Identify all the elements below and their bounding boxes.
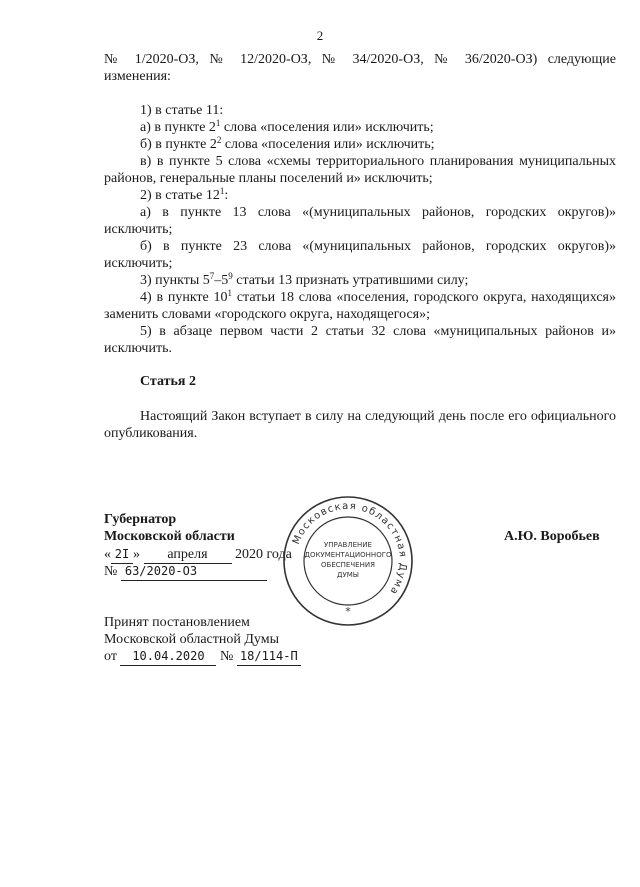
date-open-quote: « (104, 547, 111, 562)
item-2-sup: 1 (219, 186, 225, 196)
stamp-line-1: УПРАВЛЕНИЕ (324, 541, 372, 549)
item-2a: а) в пункте 13 слова «(муниципальных районов, городских округов)» исключить; (104, 205, 616, 237)
law-date (104, 546, 292, 564)
stamp-star: * (345, 605, 351, 618)
item-4 (104, 289, 616, 323)
item-2-pre: 2) в статье 12 (140, 188, 220, 203)
law-number (104, 563, 267, 581)
item-1b-post: слова «поселения или» исключить; (221, 137, 435, 152)
item-4-pre: 4) в пункте 10 (140, 290, 228, 305)
date-year: 2020 года (235, 547, 292, 562)
stamp-line-2: ДОКУМЕНТАЦИОННОГО (304, 551, 392, 559)
article-2-heading: Статья 2 (140, 374, 196, 389)
item-3 (140, 272, 468, 289)
stamp-line-3: ОБЕСПЕЧЕНИЯ (321, 561, 375, 569)
item-1a-post: слова «поселения или» исключить; (220, 120, 434, 135)
intro-line-1: № 1/2020-ОЗ, № 12/2020-ОЗ, № 34/2020-ОЗ, № 36/2020-ОЗ) следующие (104, 52, 616, 67)
stamp-ring-text: Московская областная Дума (290, 500, 409, 598)
item-1b-sup: 2 (216, 135, 222, 145)
item-3-sup1: 7 (209, 271, 215, 281)
law-number-value: 63/2020-ОЗ (121, 563, 267, 581)
governor-region: Московской области (104, 529, 235, 544)
adopted-date-line (104, 648, 301, 666)
date-month: апреля (144, 546, 232, 564)
governor-title: Губернатор (104, 512, 177, 527)
item-4-post: статьи 18 слова «поселения, городского округа, находящихся» заменить словами «городского округа, находящегося»; (104, 290, 616, 322)
adopted-line-2: Московской областной Думы (104, 632, 279, 647)
date-close-quote: » (133, 547, 140, 562)
intro-line-2: изменения: (104, 69, 171, 84)
item-1a (140, 119, 434, 136)
item-1b-pre: б) в пункте 2 (140, 137, 217, 152)
stamp-line-4: ДУМЫ (337, 571, 359, 579)
official-stamp (281, 494, 415, 628)
item-1c: в) в пункте 5 слова «схемы территориального планирования муниципальных районов, генеральные планы поселений и» исключить; (104, 154, 616, 186)
law-number-label: № (104, 564, 118, 579)
item-3-post: статьи 13 признать утратившими силу; (232, 273, 469, 288)
item-2b: б) в пункте 23 слова «(муниципальных районов, городских округов)» исключить; (104, 239, 616, 271)
page-number: 2 (316, 28, 324, 43)
item-1a-pre: а) в пункте 2 (140, 120, 216, 135)
item-2 (140, 187, 228, 204)
governor-name: А.Ю. Воробьев (504, 529, 600, 544)
item-1a-sup: 1 (215, 118, 221, 128)
adopted-number-label: № (219, 649, 234, 664)
item-3-mid: –5 (214, 273, 229, 288)
item-1b (140, 136, 435, 153)
adopted-line-1: Принят постановлением (104, 615, 250, 630)
date-day: 2I (111, 546, 133, 564)
adopted-date: 10.04.2020 (120, 648, 216, 666)
adopted-number: 18/114-П (237, 648, 301, 666)
item-4-sup: 1 (227, 288, 233, 298)
adopted-from-label: от (104, 649, 117, 664)
item-3-sup2: 9 (228, 271, 233, 281)
item-3-pre: 3) пункты 5 (140, 273, 210, 288)
item-1: 1) в статье 11: (140, 103, 224, 118)
item-5: 5) в абзаце первом части 2 статьи 32 слова «муниципальных районов и» исключить. (104, 324, 616, 356)
article-2-text: Настоящий Закон вступает в силу на следующий день после его официального опубликования. (104, 409, 616, 441)
item-2-post: : (224, 188, 229, 203)
